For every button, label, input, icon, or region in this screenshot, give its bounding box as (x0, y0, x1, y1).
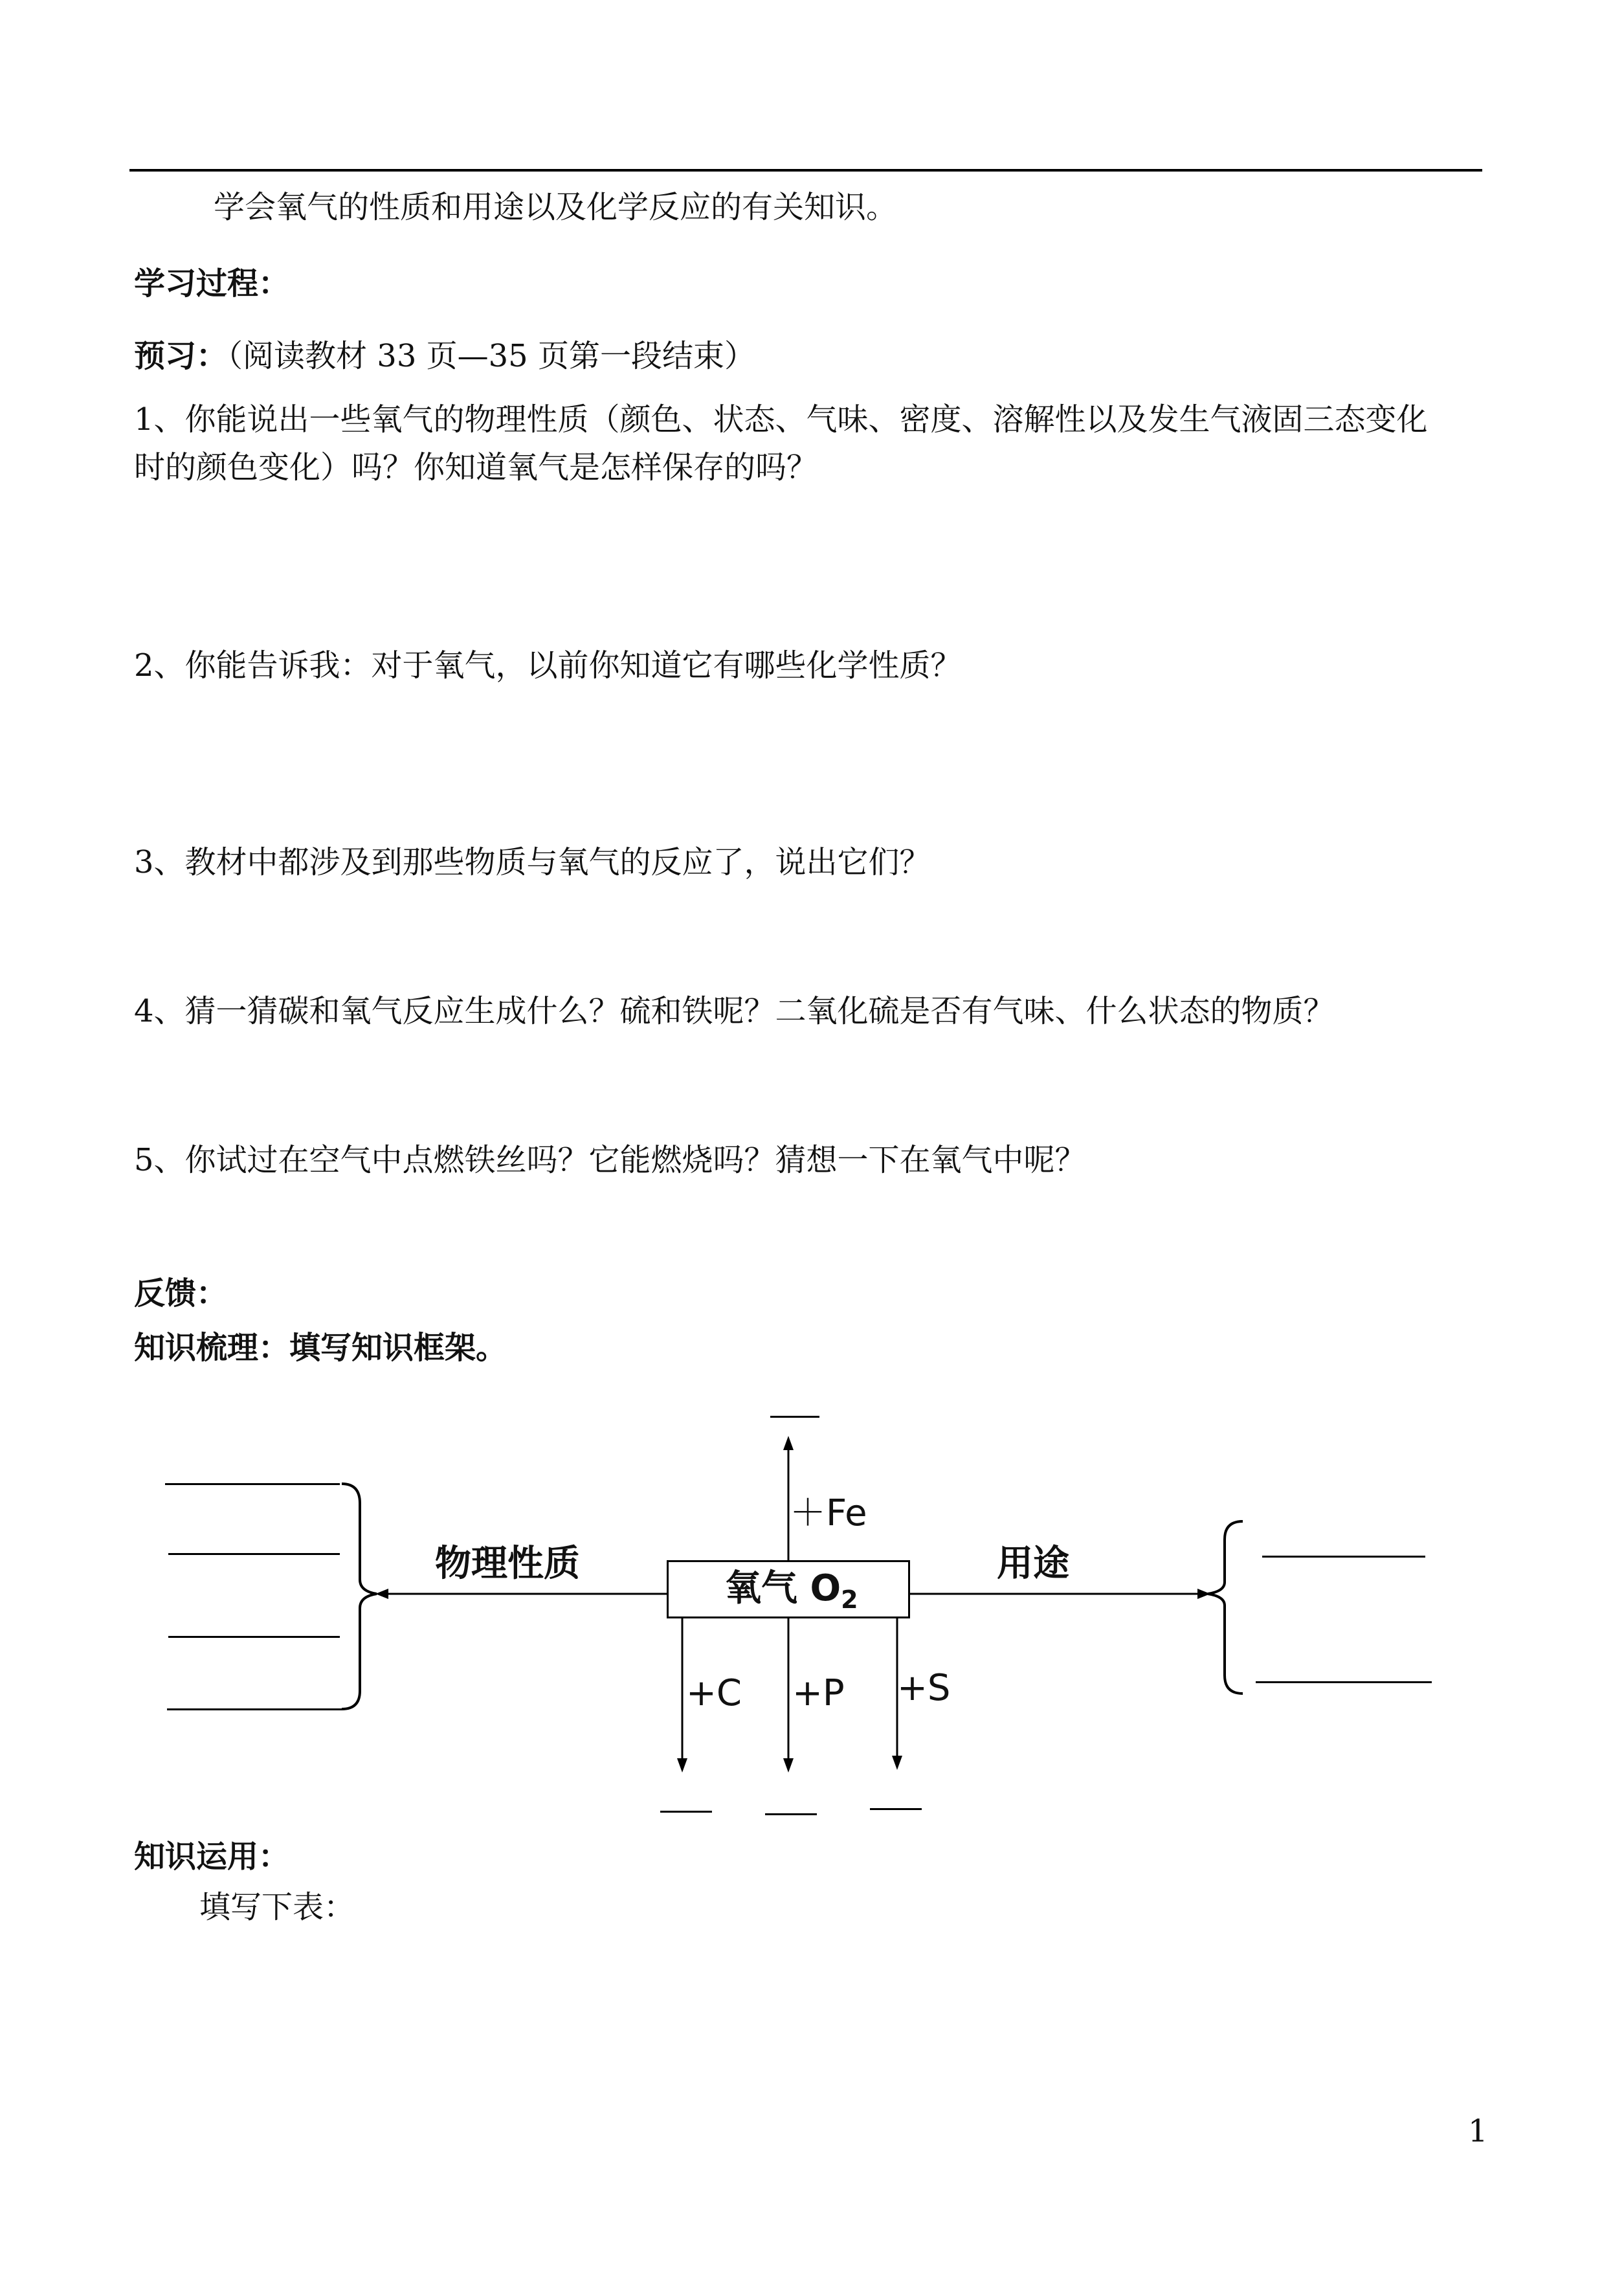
preview-note: （阅读教材 33 页—35 页第一段结束） (227, 338, 755, 374)
blank-c-product[interactable] (660, 1811, 712, 1813)
uses-label: 用途 (997, 1543, 1069, 1585)
fill-table-instruction: 填写下表： (199, 1889, 355, 1925)
question-5: 5、你试过在空气中点燃铁丝吗？它能燃烧吗？猜想一下在氧气中呢？ (134, 1142, 1086, 1178)
blank-physical-1[interactable] (165, 1483, 340, 1485)
reactant-c-label: +C (686, 1672, 742, 1714)
reactant-s-label: +S (897, 1667, 951, 1709)
blank-physical-4[interactable] (167, 1708, 342, 1710)
feedback-heading: 反馈： (134, 1275, 228, 1312)
reactant-p-label: +P (792, 1672, 845, 1714)
framework-heading: 知识梳理：填写知识框架。 (134, 1330, 507, 1366)
page-number: 1 (1468, 2113, 1488, 2149)
blank-physical-3[interactable] (168, 1636, 340, 1638)
up-arrowhead (783, 1436, 794, 1450)
blank-s-product[interactable] (870, 1808, 922, 1810)
oxygen-subscript: 2 (841, 1585, 858, 1615)
question-1-line-2: 时的颜色变化）吗？你知道氧气是怎样保存的吗？ (134, 449, 818, 486)
question-4: 4、猜一猜碳和氧气反应生成什么？硫和铁呢？二氧化硫是否有气味、什么状态的物质？ (134, 993, 1335, 1029)
blank-use-2[interactable] (1256, 1681, 1432, 1683)
down-arrowhead-p (783, 1758, 794, 1773)
question-2: 2、你能告诉我：对于氧气，以前你知道它有哪些化学性质？ (134, 647, 962, 684)
question-3: 3、教材中都涉及到那些物质与氧气的反应了，说出它们？ (134, 844, 931, 880)
reactant-fe-label: ＋Fe (790, 1492, 867, 1534)
down-arrowhead-s (892, 1756, 902, 1770)
objective-text: 学会氧气的性质和用途以及化学反应的有关知识。 (214, 189, 898, 225)
application-heading: 知识运用： (134, 1839, 290, 1875)
right-brace (1208, 1521, 1243, 1694)
process-heading: 学习过程： (134, 265, 290, 302)
down-arrowhead-c (677, 1758, 687, 1773)
blank-physical-2[interactable] (168, 1553, 340, 1555)
left-brace (342, 1484, 377, 1709)
physical-properties-label: 物理性质 (435, 1543, 580, 1585)
oxygen-label-text: 氧气 O (725, 1567, 841, 1609)
blank-use-1[interactable] (1262, 1556, 1425, 1558)
preview-label: 预习： (134, 338, 228, 374)
question-1-line-1: 1、你能说出一些氧气的物理性质（颜色、状态、气味、密度、溶解性以及发生气液固三态变化 (134, 401, 1428, 438)
oxygen-label (725, 1569, 858, 1619)
blank-fe-product[interactable] (770, 1416, 819, 1418)
blank-p-product[interactable] (765, 1813, 817, 1815)
left-arrowhead (375, 1589, 388, 1599)
